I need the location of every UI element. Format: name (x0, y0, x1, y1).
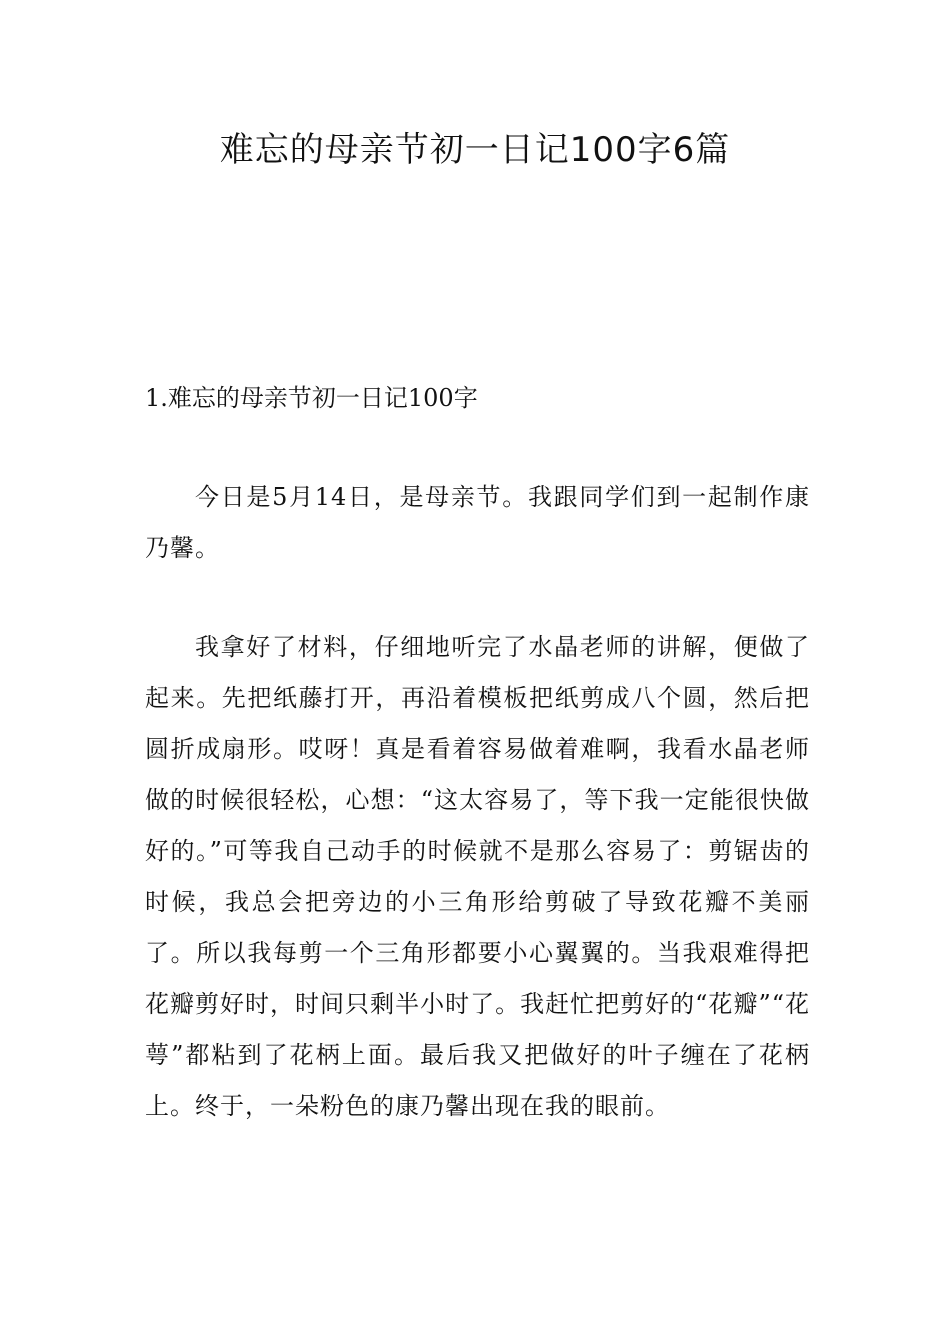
paragraph-intro: 今日是5月14日，是母亲节。我跟同学们到一起制作康乃馨。 (145, 483, 810, 562)
document-title: 难忘的母亲节初一日记100字6篇 (219, 130, 731, 170)
section-heading: 1.难忘的母亲节初一日记100字 (145, 384, 478, 412)
paragraph-body: 我拿好了材料，仔细地听完了水晶老师的讲解，便做了起来。先把纸藤打开，再沿着模板把纸剪成八个圆，然后把圆折成扇形。哎呀！真是看着容易做着难啊，我看水晶老师做的时候很轻松，心想：“这太容易了，等下我一定能很快做好的。”可等我自己动手的时候就不是那么容易了：剪锯齿的时候，我总会把旁边的小三角形给剪破了导致花瓣不美丽了。所以我每剪一个三角形都要小心翼翼的。当我艰难得把花瓣剪好时，时间只剩半小时了。我赶忙把剪好的“花瓣”“花萼”都粘到了花柄上面。最后我又把做好的叶子缠在了花柄上。终于，一朵粉色的康乃馨出现在我的眼前。 (145, 633, 810, 1120)
